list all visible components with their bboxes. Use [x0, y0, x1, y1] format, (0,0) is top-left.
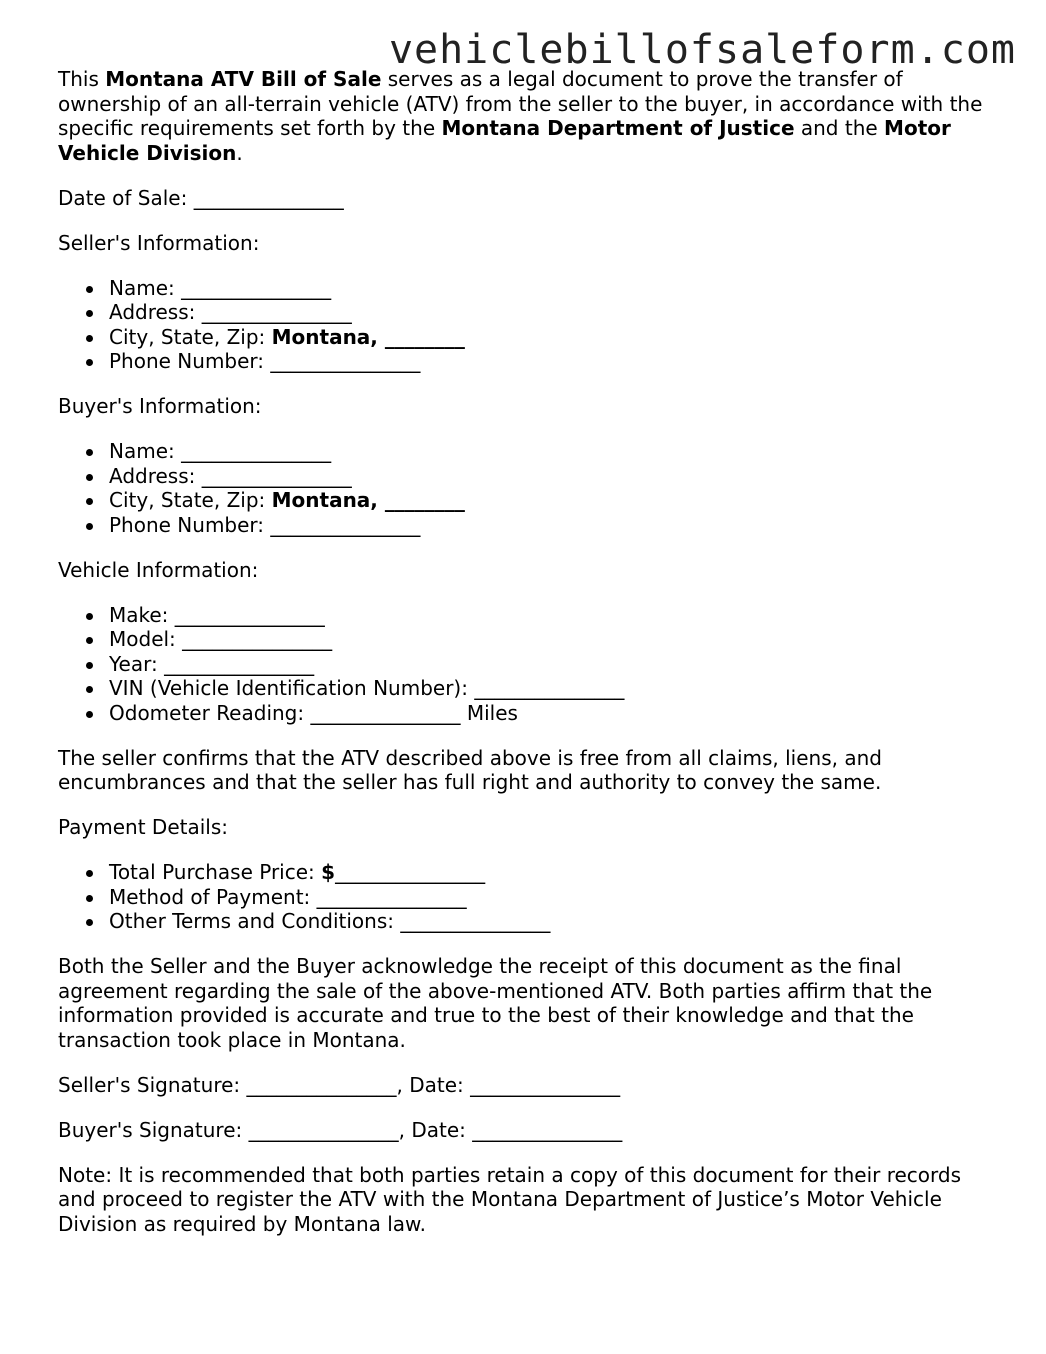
- total-price-label: Total Purchase Price:: [109, 860, 322, 884]
- intro-paragraph: [58, 67, 998, 165]
- dollar-sign: $: [321, 860, 336, 884]
- intro-bold-department: Montana Department of Justice: [441, 116, 795, 140]
- seller-signature-line: Seller's Signature: _______________, Date: _______________: [58, 1072, 621, 1097]
- buyer-city-state: Montana, ________: [271, 488, 465, 512]
- vehicle-heading: Vehicle Information:: [58, 557, 259, 582]
- vehicle-make-field: Make: _______________: [109, 603, 998, 628]
- seller-phone-field: Phone Number: _______________: [109, 349, 998, 374]
- buyer-city-field: [109, 488, 998, 513]
- seller-address-field: Address: _______________: [109, 300, 998, 325]
- date-of-sale-field: Date of Sale: _______________: [58, 185, 344, 210]
- intro-text-1: This: [58, 67, 106, 91]
- total-price-field: [109, 860, 998, 885]
- payment-info-list: [58, 860, 998, 934]
- vehicle-info-list: [58, 603, 998, 726]
- total-price-blank: _______________: [335, 860, 486, 884]
- seller-city-state: Montana, ________: [271, 324, 465, 349]
- acknowledgement-paragraph: Both the Seller and the Buyer acknowledge the receipt of this document as the final agreement regarding the sale of the above-mentioned ATV. Both parties affirm that the information provided is accurate and true to the best of their knowledge and that the transaction took place in Montana.: [58, 954, 933, 1052]
- intro-text-4: .: [236, 140, 243, 165]
- buyer-city-label: City, State, Zip:: [109, 488, 272, 512]
- vehicle-year-field: Year: _______________: [109, 652, 998, 677]
- buyer-name-field: Name: _______________: [109, 439, 998, 464]
- buyer-heading: Buyer's Information:: [58, 394, 262, 418]
- vehicle-vin-field: VIN (Vehicle Identification Number): _______________: [109, 676, 998, 701]
- watermark-text: vehiclebillofsaleform.com: [388, 27, 1016, 73]
- intro-bold-division: Motor Vehicle Division: [58, 116, 951, 165]
- seller-confirmation-paragraph: The seller confirms that the ATV described above is free from all claims, liens, and encumbrances and that the seller has full right and authority to convey the same.: [58, 745, 882, 794]
- bill-of-sale-document: [58, 67, 998, 1257]
- seller-info-list: [58, 276, 998, 374]
- vehicle-model-field: Model: _______________: [109, 627, 998, 652]
- intro-text-3: and the: [794, 116, 885, 140]
- note-paragraph: Note: It is recommended that both parties retain a copy of this document for their records and proceed to register the ATV with the Montana Department of Justice’s Motor Vehicle Division as required by Montana law.: [58, 1162, 962, 1236]
- buyer-info-list: [58, 439, 998, 537]
- vehicle-odometer-field: Odometer Reading: _______________ Miles: [109, 701, 998, 726]
- intro-bold-title: Montana ATV Bill of Sale: [105, 67, 382, 91]
- seller-city-field: [109, 325, 998, 350]
- seller-name-field: Name: _______________: [109, 276, 998, 301]
- other-terms-field: Other Terms and Conditions: _______________: [109, 909, 998, 934]
- seller-city-label: City, State, Zip:: [109, 324, 272, 349]
- seller-heading: Seller's Information:: [58, 230, 260, 255]
- payment-method-field: Method of Payment: _______________: [109, 885, 998, 910]
- buyer-signature-line: Buyer's Signature: _______________, Date: _______________: [58, 1117, 623, 1142]
- buyer-address-field: Address: _______________: [109, 464, 998, 489]
- intro-text-2: serves as a legal document to prove the transfer of ownership of an all-terrain vehicle (ATV) from the seller to the buyer, in accordance with the specific requirements set forth by the: [58, 67, 983, 140]
- payment-heading: Payment Details:: [58, 815, 228, 839]
- buyer-phone-field: Phone Number: _______________: [109, 513, 998, 538]
